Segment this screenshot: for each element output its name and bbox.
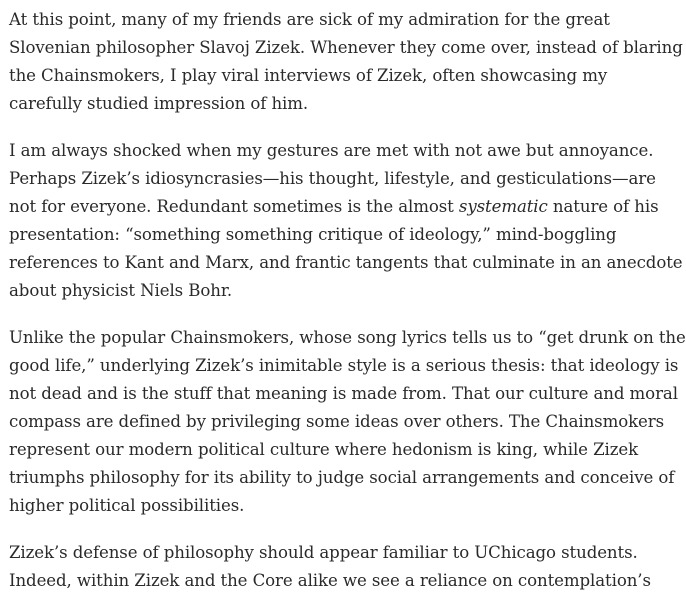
- article-body: [9, 6, 686, 614]
- text-line: compass are defined by privileging some ideas over others. The Chainsmokers: [9, 412, 665, 431]
- text-line: Indeed, within Zizek and the Core alike we see a reliance on contemplation’s: [9, 571, 651, 590]
- text-line: Slovenian philosopher Slavoj Zizek. Whenever they come over, instead of blaring: [9, 38, 683, 57]
- paragraph-2: [9, 137, 683, 305]
- text-fragment: not for everyone. Redundant sometimes is the almost: [9, 197, 454, 216]
- text-line: higher political possibilities.: [9, 496, 245, 515]
- text-line: triumphs philosophy for its ability to judge social arrangements and conceive of: [9, 468, 675, 487]
- text-line: presentation: “something something critique of ideology,” mind-boggling: [9, 225, 617, 244]
- text-line: good life,” underlying Zizek’s inimitable style is a serious thesis: that ideology is: [9, 356, 679, 375]
- text-line: [9, 193, 659, 221]
- text-line: represent our modern political culture where hedonism is king, while Zizek: [9, 440, 639, 459]
- text-line: references to Kant and Marx, and frantic tangents that culminate in an anecdote: [9, 253, 683, 272]
- text-line: the Chainsmokers, I play viral interviews of Zizek, often showcasing my: [9, 66, 608, 85]
- paragraph-4: [9, 539, 651, 595]
- text-line: about physicist Niels Bohr.: [9, 281, 233, 300]
- text-line: Unlike the popular Chainsmokers, whose song lyrics tells us to “get drunk on the: [9, 328, 686, 347]
- text-line: carefully studied impression of him.: [9, 94, 309, 113]
- text-fragment: nature of his: [552, 197, 659, 216]
- text-line: At this point, many of my friends are sick of my admiration for the great: [9, 10, 610, 29]
- text-line: not dead and is the stuff that meaning is made from. That our culture and moral: [9, 384, 678, 403]
- paragraph-1: [9, 6, 683, 118]
- text-line: Zizek’s defense of philosophy should appear familiar to UChicago students.: [9, 543, 638, 562]
- text-line: Perhaps Zizek’s idiosyncrasies—his thought, lifestyle, and gesticulations—are: [9, 169, 656, 188]
- text-line: I am always shocked when my gestures are met with not awe but annoyance.: [9, 141, 654, 160]
- paragraph-3: [9, 324, 686, 520]
- emphasized-word: systematic: [458, 197, 548, 216]
